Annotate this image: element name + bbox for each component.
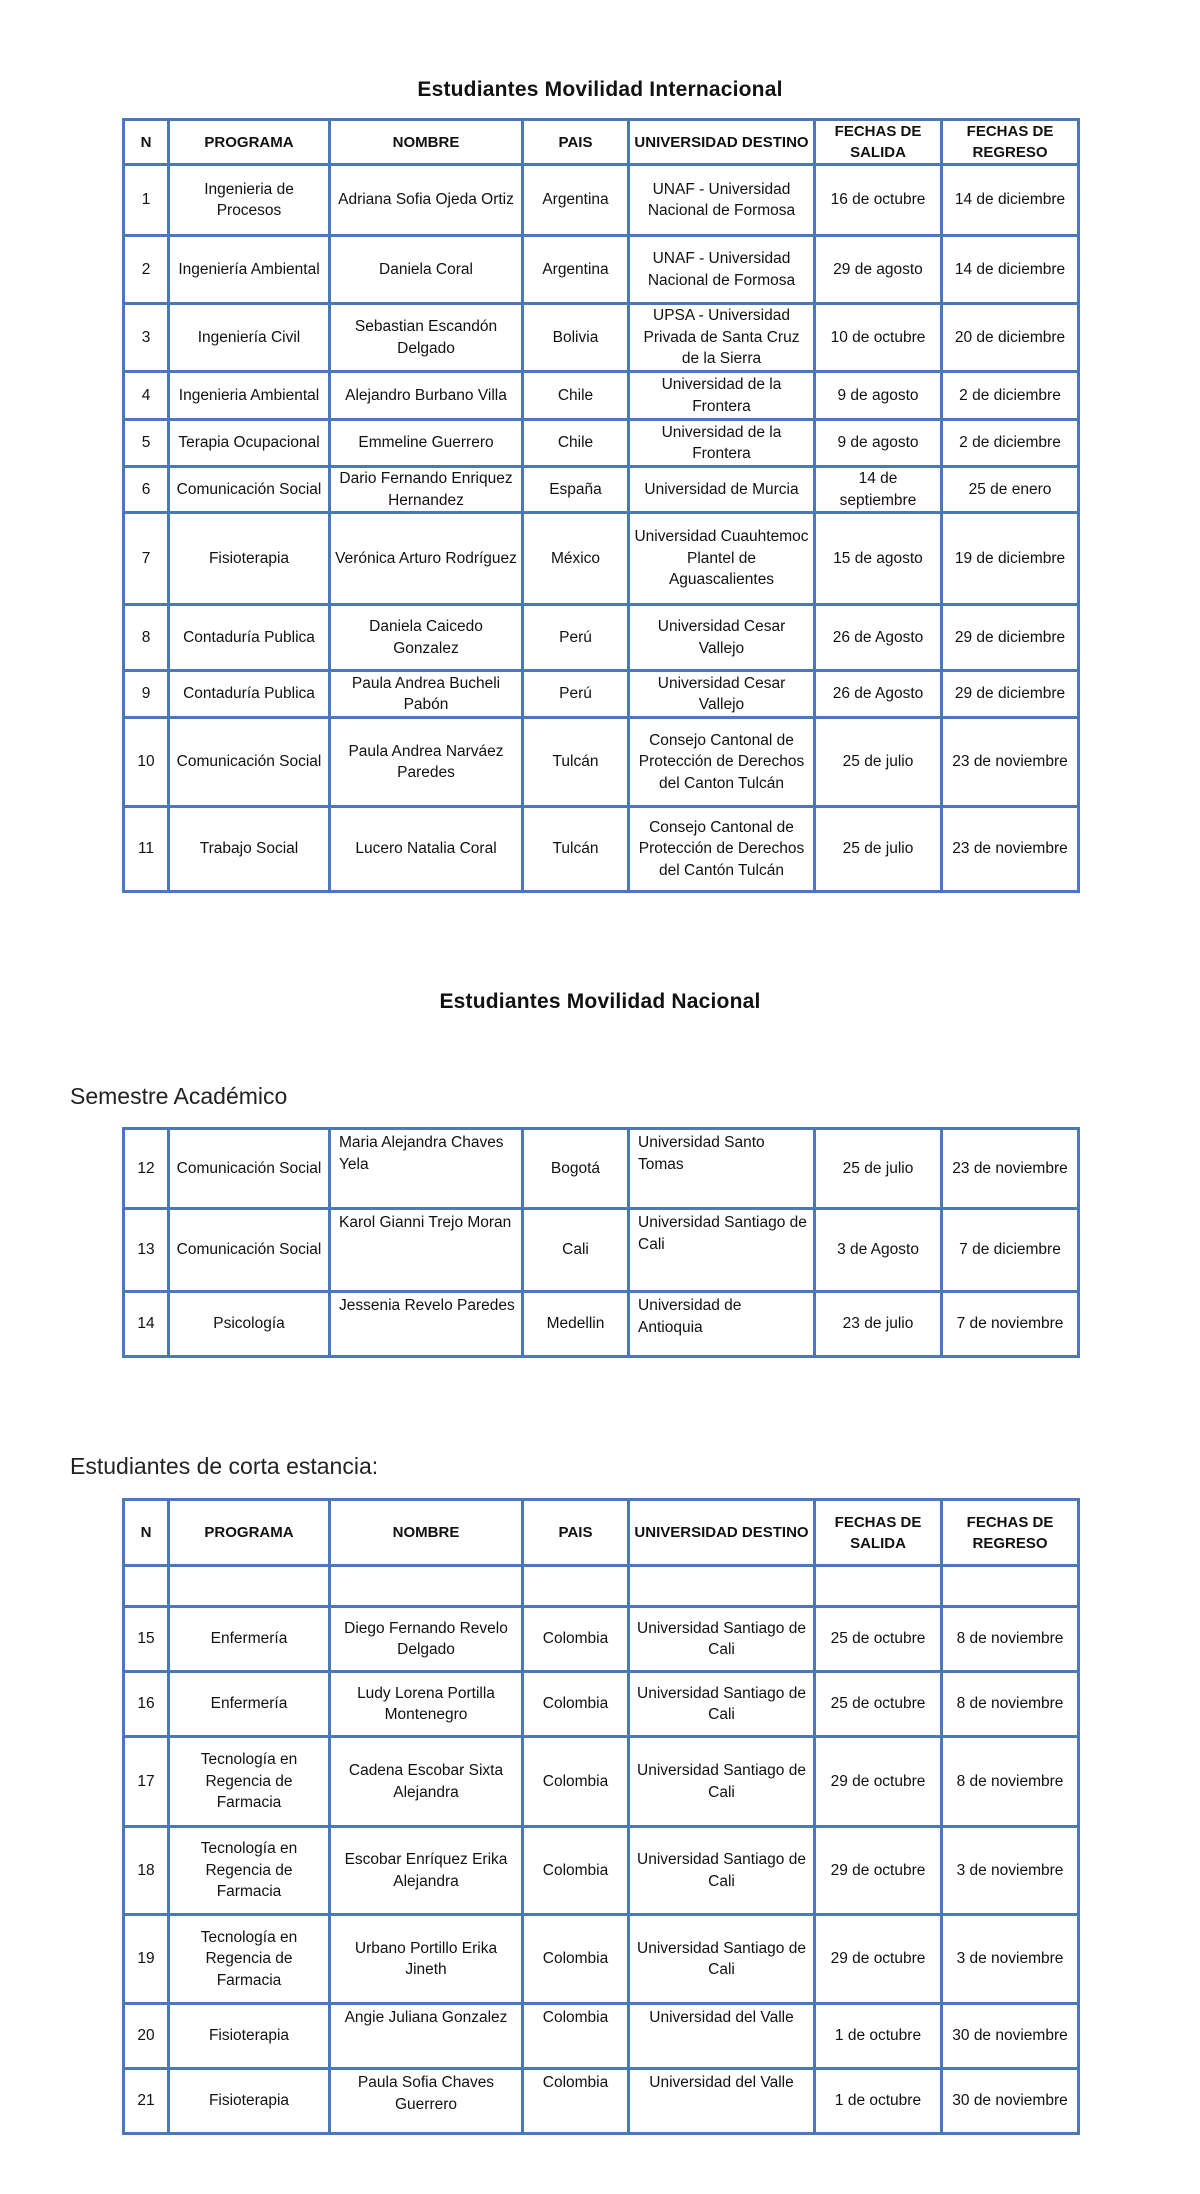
table-row — [124, 605, 1079, 671]
national-title: Estudiantes Movilidad Nacional — [439, 990, 761, 1013]
table-row — [124, 1209, 1079, 1292]
cell-programa: Enfermería — [169, 1607, 330, 1672]
cell-regreso: 3 de noviembre — [942, 1915, 1079, 2004]
cell-programa: Trabajo Social — [169, 807, 330, 892]
cell-programa: Ingeniería Civil — [169, 304, 330, 372]
cell-regreso: 19 de diciembre — [942, 513, 1079, 605]
cell-salida: 26 de Agosto — [815, 605, 942, 671]
cell-regreso: 2 de diciembre — [942, 420, 1079, 467]
cell-n: 21 — [124, 2069, 169, 2134]
cell-n: 18 — [124, 1827, 169, 1915]
cell-nombre: Alejandro Burbano Villa — [330, 372, 523, 420]
cell-programa: Fisioterapia — [169, 2069, 330, 2134]
table-row — [124, 2069, 1079, 2134]
table-row — [124, 467, 1079, 513]
cell-n: 6 — [124, 467, 169, 513]
cell-programa: Enfermería — [169, 1672, 330, 1737]
table-row — [124, 420, 1079, 467]
cell-pais: Colombia — [523, 1915, 629, 2004]
cell-universidad: Universidad Cuauhtemoc Plantel de Aguascalientes — [629, 513, 815, 605]
table-row — [124, 807, 1079, 892]
cell-regreso: 30 de noviembre — [942, 2004, 1079, 2069]
cell-pais: Cali — [523, 1209, 629, 1292]
header-programa: PROGRAMA — [169, 120, 330, 165]
cell-n: 2 — [124, 236, 169, 304]
cell-nombre: Ludy Lorena Portilla Montenegro — [330, 1672, 523, 1737]
header-salida: FECHAS DE SALIDA — [815, 1500, 942, 1566]
cell-salida: 1 de octubre — [815, 2004, 942, 2069]
cell-salida: 25 de julio — [815, 718, 942, 807]
cell-nombre: Paula Andrea Narváez Paredes — [330, 718, 523, 807]
cell-nombre: Diego Fernando Revelo Delgado — [330, 1607, 523, 1672]
cell-salida: 3 de Agosto — [815, 1209, 942, 1292]
cell-nombre: Dario Fernando Enriquez Hernandez — [330, 467, 523, 513]
cell-universidad: Universidad del Valle — [629, 2004, 815, 2069]
cell-programa: Comunicación Social — [169, 1129, 330, 1209]
table-row — [124, 304, 1079, 372]
cell-regreso: 7 de diciembre — [942, 1209, 1079, 1292]
table-row — [124, 165, 1079, 236]
cell-programa: Ingenieria de Procesos — [169, 165, 330, 236]
cell-salida: 29 de octubre — [815, 1915, 942, 2004]
cell-programa: Comunicación Social — [169, 718, 330, 807]
table-row — [124, 1607, 1079, 1672]
international-table — [122, 118, 1080, 893]
cell-salida: 29 de agosto — [815, 236, 942, 304]
header-programa: PROGRAMA — [169, 1500, 330, 1566]
cell-universidad: Universidad Santiago de Cali — [629, 1672, 815, 1737]
cell-pais: Bolivia — [523, 304, 629, 372]
cell-nombre: Angie Juliana Gonzalez — [330, 2004, 523, 2069]
header-universidad: UNIVERSIDAD DESTINO — [629, 120, 815, 165]
cell-universidad: Universidad Cesar Vallejo — [629, 671, 815, 718]
header-salida: FECHAS DE SALIDA — [815, 120, 942, 165]
header-n: N — [124, 120, 169, 165]
cell-n: 1 — [124, 165, 169, 236]
cell-pais: México — [523, 513, 629, 605]
cell-n: 4 — [124, 372, 169, 420]
table-row — [124, 513, 1079, 605]
cell-n: 11 — [124, 807, 169, 892]
cell-universidad: Consejo Cantonal de Protección de Derechos del Cantón Tulcán — [629, 807, 815, 892]
table-row — [124, 236, 1079, 304]
cell-n: 15 — [124, 1607, 169, 1672]
cell-n: 20 — [124, 2004, 169, 2069]
cell-n: 9 — [124, 671, 169, 718]
cell-programa: Psicología — [169, 1292, 330, 1357]
cell-regreso: 23 de noviembre — [942, 718, 1079, 807]
cell-regreso: 29 de diciembre — [942, 671, 1079, 718]
cell-nombre: Urbano Portillo Erika Jineth — [330, 1915, 523, 2004]
cell-programa: Fisioterapia — [169, 2004, 330, 2069]
cell-salida: 25 de octubre — [815, 1607, 942, 1672]
cell-nombre: Escobar Enríquez Erika Alejandra — [330, 1827, 523, 1915]
cell-regreso: 14 de diciembre — [942, 165, 1079, 236]
cell-programa: Contaduría Publica — [169, 605, 330, 671]
cell-n — [124, 1566, 169, 1607]
cell-universidad: Universidad de Murcia — [629, 467, 815, 513]
cell-nombre — [330, 1566, 523, 1607]
cell-pais: Colombia — [523, 1827, 629, 1915]
short-stay-table — [122, 1498, 1080, 2135]
table-row — [124, 671, 1079, 718]
cell-n: 14 — [124, 1292, 169, 1357]
cell-nombre: Daniela Coral — [330, 236, 523, 304]
cell-salida — [815, 1566, 942, 1607]
cell-pais: España — [523, 467, 629, 513]
table-header-row — [124, 1500, 1079, 1566]
cell-salida: 1 de octubre — [815, 2069, 942, 2134]
cell-n: 16 — [124, 1672, 169, 1737]
cell-salida: 9 de agosto — [815, 420, 942, 467]
cell-programa: Comunicación Social — [169, 1209, 330, 1292]
cell-pais: Chile — [523, 420, 629, 467]
cell-salida: 25 de julio — [815, 1129, 942, 1209]
cell-regreso — [942, 1566, 1079, 1607]
cell-salida: 10 de octubre — [815, 304, 942, 372]
cell-pais: Colombia — [523, 1672, 629, 1737]
cell-universidad: Universidad Santiago de Cali — [629, 1209, 815, 1292]
cell-programa: Tecnología en Regencia de Farmacia — [169, 1827, 330, 1915]
cell-n: 8 — [124, 605, 169, 671]
cell-programa: Ingeniería Ambiental — [169, 236, 330, 304]
cell-nombre: Lucero Natalia Coral — [330, 807, 523, 892]
cell-salida: 25 de julio — [815, 807, 942, 892]
cell-regreso: 8 de noviembre — [942, 1737, 1079, 1827]
table-header-row — [124, 120, 1079, 165]
cell-pais: Colombia — [523, 2004, 629, 2069]
cell-pais: Colombia — [523, 2069, 629, 2134]
cell-programa: Comunicación Social — [169, 467, 330, 513]
cell-universidad: Universidad Santiago de Cali — [629, 1915, 815, 2004]
cell-pais: Perú — [523, 671, 629, 718]
cell-salida: 26 de Agosto — [815, 671, 942, 718]
cell-n: 17 — [124, 1737, 169, 1827]
table-row — [124, 1737, 1079, 1827]
header-universidad: UNIVERSIDAD DESTINO — [629, 1500, 815, 1566]
table-row — [124, 2004, 1079, 2069]
cell-regreso: 14 de diciembre — [942, 236, 1079, 304]
cell-n: 7 — [124, 513, 169, 605]
cell-nombre: Karol Gianni Trejo Moran — [330, 1209, 523, 1292]
cell-pais: Chile — [523, 372, 629, 420]
cell-nombre: Paula Sofia Chaves Guerrero — [330, 2069, 523, 2134]
cell-pais: Medellin — [523, 1292, 629, 1357]
cell-pais: Bogotá — [523, 1129, 629, 1209]
cell-universidad: Consejo Cantonal de Protección de Derechos del Canton Tulcán — [629, 718, 815, 807]
header-nombre: NOMBRE — [330, 1500, 523, 1566]
cell-n: 13 — [124, 1209, 169, 1292]
cell-pais: Argentina — [523, 165, 629, 236]
cell-nombre: Jessenia Revelo Paredes — [330, 1292, 523, 1357]
header-nombre: NOMBRE — [330, 120, 523, 165]
cell-nombre: Emmeline Guerrero — [330, 420, 523, 467]
header-regreso: FECHAS DE REGRESO — [942, 1500, 1079, 1566]
cell-universidad: UPSA - Universidad Privada de Santa Cruz de la Sierra — [629, 304, 815, 372]
cell-nombre: Paula Andrea Bucheli Pabón — [330, 671, 523, 718]
cell-salida: 29 de octubre — [815, 1827, 942, 1915]
cell-universidad: Universidad Santiago de Cali — [629, 1737, 815, 1827]
cell-pais: Argentina — [523, 236, 629, 304]
cell-salida: 14 de septiembre — [815, 467, 942, 513]
header-n: N — [124, 1500, 169, 1566]
table-row — [124, 372, 1079, 420]
cell-regreso: 2 de diciembre — [942, 372, 1079, 420]
cell-nombre: Maria Alejandra Chaves Yela — [330, 1129, 523, 1209]
cell-universidad: Universidad Santiago de Cali — [629, 1607, 815, 1672]
header-regreso: FECHAS DE REGRESO — [942, 120, 1079, 165]
cell-universidad: Universidad de Antioquia — [629, 1292, 815, 1357]
cell-nombre: Daniela Caicedo Gonzalez — [330, 605, 523, 671]
cell-programa: Tecnología en Regencia de Farmacia — [169, 1915, 330, 2004]
cell-pais: Colombia — [523, 1607, 629, 1672]
cell-pais — [523, 1566, 629, 1607]
table-row — [124, 1566, 1079, 1607]
cell-nombre: Adriana Sofia Ojeda Ortiz — [330, 165, 523, 236]
cell-salida: 16 de octubre — [815, 165, 942, 236]
cell-pais: Colombia — [523, 1737, 629, 1827]
cell-pais: Tulcán — [523, 807, 629, 892]
cell-universidad: Universidad Santo Tomas — [629, 1129, 815, 1209]
cell-regreso: 3 de noviembre — [942, 1827, 1079, 1915]
cell-programa: Fisioterapia — [169, 513, 330, 605]
cell-universidad: Universidad de la Frontera — [629, 420, 815, 467]
cell-salida: 9 de agosto — [815, 372, 942, 420]
cell-n: 5 — [124, 420, 169, 467]
cell-universidad: Universidad del Valle — [629, 2069, 815, 2134]
corta-estancia-label: Estudiantes de corta estancia: — [70, 1453, 379, 1479]
international-title: Estudiantes Movilidad Internacional — [417, 78, 783, 101]
cell-nombre: Cadena Escobar Sixta Alejandra — [330, 1737, 523, 1827]
cell-programa: Ingenieria Ambiental — [169, 372, 330, 420]
cell-salida: 23 de julio — [815, 1292, 942, 1357]
header-pais: PAIS — [523, 120, 629, 165]
cell-universidad: UNAF - Universidad Nacional de Formosa — [629, 236, 815, 304]
cell-programa — [169, 1566, 330, 1607]
table-row — [124, 1915, 1079, 2004]
cell-n: 19 — [124, 1915, 169, 2004]
cell-salida: 29 de octubre — [815, 1737, 942, 1827]
cell-n: 12 — [124, 1129, 169, 1209]
table-row — [124, 1292, 1079, 1357]
table-row — [124, 1672, 1079, 1737]
cell-regreso: 7 de noviembre — [942, 1292, 1079, 1357]
cell-regreso: 29 de diciembre — [942, 605, 1079, 671]
cell-n: 3 — [124, 304, 169, 372]
cell-salida: 15 de agosto — [815, 513, 942, 605]
national-table — [122, 1127, 1080, 1358]
cell-pais: Tulcán — [523, 718, 629, 807]
cell-regreso: 23 de noviembre — [942, 807, 1079, 892]
semestre-academico-label: Semestre Académico — [70, 1083, 288, 1109]
cell-universidad: Universidad Cesar Vallejo — [629, 605, 815, 671]
header-pais: PAIS — [523, 1500, 629, 1566]
cell-programa: Tecnología en Regencia de Farmacia — [169, 1737, 330, 1827]
cell-n: 10 — [124, 718, 169, 807]
cell-regreso: 8 de noviembre — [942, 1607, 1079, 1672]
table-row — [124, 1827, 1079, 1915]
cell-salida: 25 de octubre — [815, 1672, 942, 1737]
cell-programa: Terapia Ocupacional — [169, 420, 330, 467]
table-row — [124, 718, 1079, 807]
cell-nombre: Verónica Arturo Rodríguez — [330, 513, 523, 605]
cell-programa: Contaduría Publica — [169, 671, 330, 718]
cell-regreso: 25 de enero — [942, 467, 1079, 513]
cell-universidad: Universidad de la Frontera — [629, 372, 815, 420]
cell-universidad: Universidad Santiago de Cali — [629, 1827, 815, 1915]
cell-regreso: 8 de noviembre — [942, 1672, 1079, 1737]
cell-universidad: UNAF - Universidad Nacional de Formosa — [629, 165, 815, 236]
cell-universidad — [629, 1566, 815, 1607]
cell-regreso: 30 de noviembre — [942, 2069, 1079, 2134]
table-row — [124, 1129, 1079, 1209]
cell-nombre: Sebastian Escandón Delgado — [330, 304, 523, 372]
cell-regreso: 20 de diciembre — [942, 304, 1079, 372]
cell-regreso: 23 de noviembre — [942, 1129, 1079, 1209]
cell-pais: Perú — [523, 605, 629, 671]
